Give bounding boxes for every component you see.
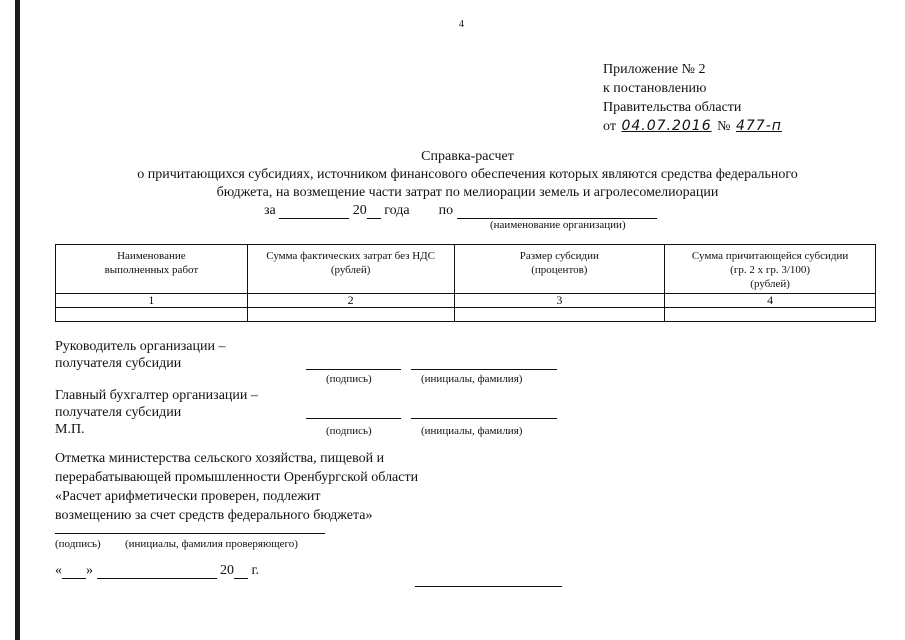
head-signature-caption: (подпись) [326, 373, 372, 385]
date-prefix: от [603, 119, 616, 134]
head-signature-line [306, 369, 401, 370]
ministry-note-line-4: возмещению за счет средств федерального бюджета» [55, 508, 373, 523]
header-text: (рублей) [330, 264, 371, 276]
column-number: 3 [454, 294, 665, 308]
header-text: выполненных работ [104, 264, 199, 276]
column-number: 2 [247, 294, 454, 308]
date-line [55, 563, 259, 579]
ministry-note [55, 449, 418, 525]
accountant-signature-label [55, 387, 258, 438]
accountant-signature-line [306, 418, 401, 419]
ministry-note-line-1: Отметка министерства сельского хозяйства, пищевой и [55, 451, 385, 466]
day-blank [62, 564, 86, 579]
table-header-cell [454, 245, 665, 294]
table-number-row [56, 294, 876, 308]
document-title-block [100, 148, 835, 202]
head-label-line-2: получателя субсидии [55, 356, 182, 371]
table-cell [247, 308, 454, 322]
header-text: Сумма фактических затрат без НДС [266, 250, 435, 262]
appendix-line-3: Правительства области [603, 100, 742, 115]
bottom-signature-line [415, 586, 562, 587]
date-year-blank [234, 564, 248, 579]
period-po: по [438, 203, 454, 218]
accountant-initials-caption: (инициалы, фамилия) [421, 425, 523, 437]
appendix-block [603, 60, 784, 136]
accountant-initials-line [411, 418, 557, 419]
table-cell [665, 308, 876, 322]
head-label-line-1: Руководитель организации – [55, 339, 226, 354]
table-cell [56, 308, 248, 322]
header-text: (гр. 2 х гр. 3/100) [730, 264, 811, 276]
accountant-label-line-2: получателя субсидии [55, 405, 182, 420]
table-empty-row [56, 308, 876, 322]
handwritten-number: 477-п [735, 118, 782, 134]
period-line [264, 203, 657, 219]
month-blank [97, 564, 217, 579]
stamp-place-label: М.П. [55, 422, 85, 437]
page-number: 4 [459, 19, 464, 30]
appendix-date-line [603, 117, 784, 136]
subsidy-table [55, 244, 876, 322]
date-year-suffix: г. [251, 563, 260, 578]
table-header-cell [56, 245, 248, 294]
header-text: Размер субсидии [519, 250, 599, 262]
organization-hint: (наименование организации) [490, 219, 626, 231]
table-header-cell [247, 245, 454, 294]
date-year-prefix: 20 [220, 563, 234, 578]
document-subtitle-line-2: бюджета, на возмещение части затрат по мелиорации земель и агролесомелиорации [216, 185, 719, 200]
number-sign: № [717, 119, 731, 134]
accountant-label-line-1: Главный бухгалтер организации – [55, 388, 258, 403]
column-number: 1 [56, 294, 248, 308]
year-word: года [384, 203, 410, 218]
appendix-line-2: к постановлению [603, 81, 707, 96]
document-heading: Справка-расчет [421, 149, 514, 164]
period-za: за [264, 203, 276, 218]
checker-signature-line [55, 533, 325, 534]
column-number: 4 [665, 294, 876, 308]
scan-edge-bar [15, 0, 20, 640]
head-initials-line [411, 369, 557, 370]
ministry-note-line-3: «Расчет арифметически проверен, подлежит [55, 489, 321, 504]
head-signature-label [55, 338, 225, 372]
header-text: Наименование [117, 250, 186, 262]
handwritten-date: 04.07.2016 [621, 118, 712, 134]
document-subtitle-line-1: о причитающихся субсидиях, источником финансового обеспечения которых являются средства федерального [137, 167, 798, 182]
head-initials-caption: (инициалы, фамилия) [421, 373, 523, 385]
accountant-signature-caption: (подпись) [326, 425, 372, 437]
date-open-quote: « [55, 563, 62, 578]
table-cell [454, 308, 665, 322]
date-close-quote: » [86, 563, 93, 578]
table-header-cell [665, 245, 876, 294]
header-text: (процентов) [531, 264, 588, 276]
header-text: (рублей) [750, 278, 790, 290]
year-blank [367, 204, 381, 219]
checker-signature-caption: (подпись) [55, 538, 101, 550]
header-text: Сумма причитающейся субсидии [691, 250, 849, 262]
appendix-line-1: Приложение № 2 [603, 62, 706, 77]
organization-blank [457, 204, 657, 219]
year-prefix: 20 [352, 203, 367, 218]
table-header-row [56, 245, 876, 294]
period-blank [279, 204, 349, 219]
ministry-note-line-2: перерабатывающей промышленности Оренбургской области [55, 470, 419, 485]
checker-initials-caption: (инициалы, фамилия проверяющего) [125, 538, 298, 550]
